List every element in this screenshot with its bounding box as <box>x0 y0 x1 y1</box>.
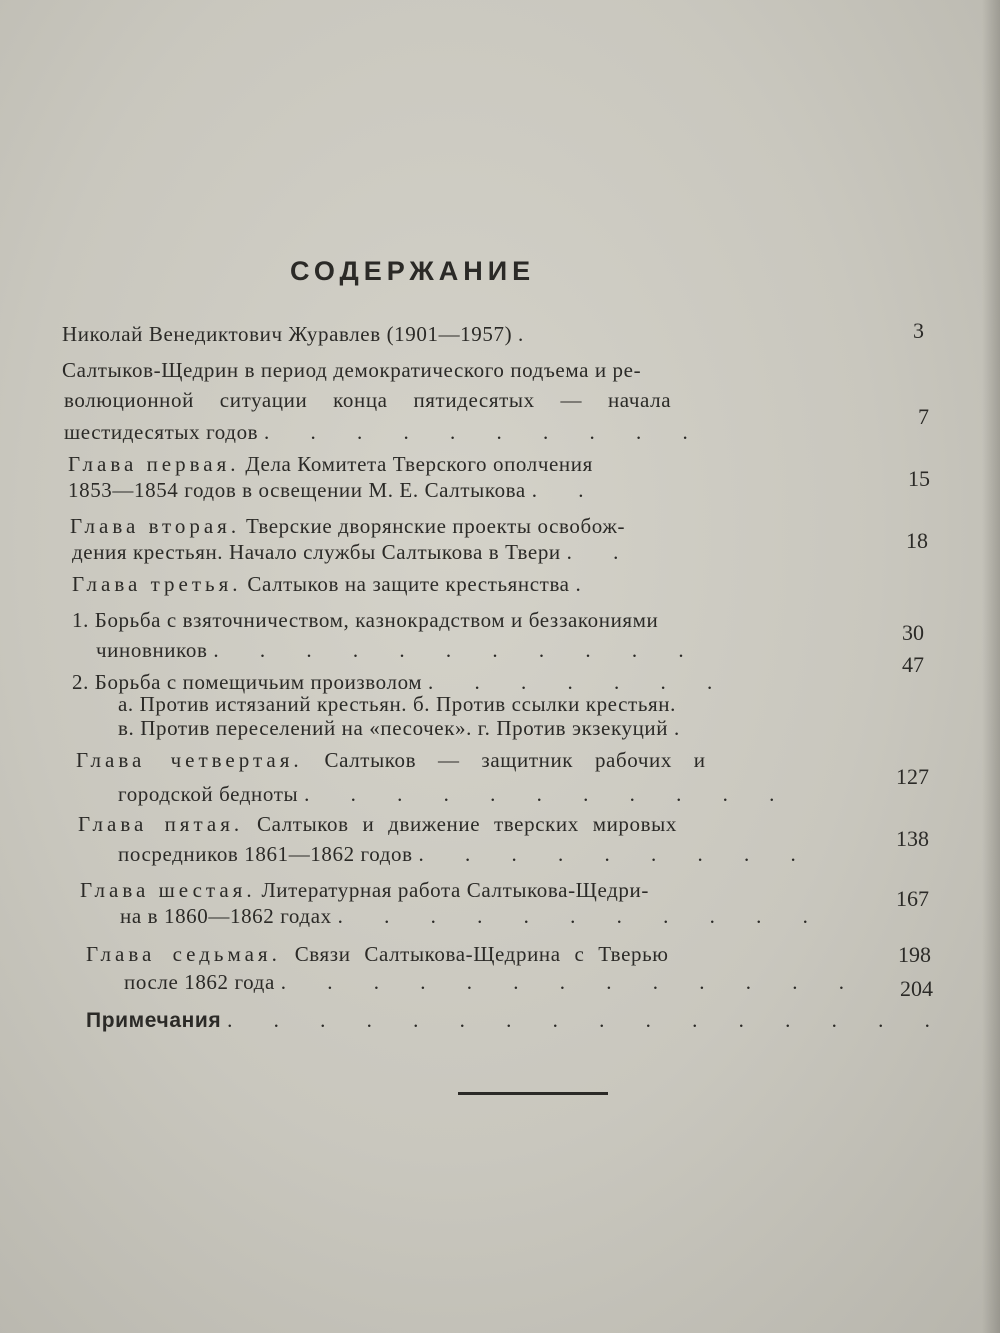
toc-entry-line: Примечания . . . . . . . . . . . . . . . . <box>86 1008 948 1032</box>
toc-entry-line: а. Против истязаний крестьян. б. Против ссылки крестьян. <box>118 692 676 716</box>
toc-entry-line: Глава шестая. Литературная работа Салтыкова-Щедри- <box>80 878 649 902</box>
toc-entry-line: чиновников . . . . . . . . . . . <box>96 638 702 662</box>
toc-page-number: 127 <box>896 764 929 789</box>
toc-entry-line: 1853—1854 годов в освещении М. Е. Салтыкова . . <box>68 478 602 502</box>
toc-page-number: 138 <box>896 826 929 851</box>
toc-entry-line: Глава пятая. Салтыков и движение тверских мировых <box>78 812 677 836</box>
toc-entry-line: Николай Венедиктович Журавлев (1901—1957) . <box>62 322 524 346</box>
toc-page-number: 15 <box>908 466 930 491</box>
toc-entry-line: Салтыков-Щедрин в период демократического подъема и ре- <box>62 358 642 382</box>
toc-entry-line: на в 1860—1862 годах . . . . . . . . . . . <box>120 904 826 928</box>
page-title: СОДЕРЖАНИЕ <box>290 256 536 286</box>
toc-entry-line: посредников 1861—1862 годов . . . . . . . . . <box>118 842 814 866</box>
toc-page-number: 30 <box>902 620 924 645</box>
toc-entry-line: дения крестьян. Начало службы Салтыкова в Твери . . <box>72 540 637 564</box>
toc-entry-line: Глава вторая. Тверские дворянские проекты освобож- <box>70 514 626 538</box>
toc-entry-line: Глава третья. Салтыков на защите крестьянства . <box>72 572 599 596</box>
toc-entry-line: Глава седьмая. Связи Салтыкова-Щедрина с Тверью <box>86 942 669 966</box>
toc-entry-line: 2. Борьба с помещичьим произволом . . . . . . . <box>72 670 731 694</box>
toc-entry-line: 1. Борьба с взяточничеством, казнокрадством и беззакониями <box>72 608 659 632</box>
toc-page-number: 47 <box>902 652 924 677</box>
toc-entry-line: в. Против переселений на «песочек». г. Против экзекуций . <box>118 716 698 740</box>
toc-entry-line: волюционной ситуации конца пятидесятых — начала <box>64 388 672 412</box>
toc-entry-line: после 1862 года . . . . . . . . . . . . . <box>124 970 862 994</box>
toc-entry-line: Глава четвертая. Салтыков — защитник рабочих и <box>76 748 706 772</box>
toc-page-number: 7 <box>918 404 929 429</box>
toc-entry-line: Глава первая. Дела Комитета Тверского ополчения <box>68 452 593 476</box>
toc-page-number: 198 <box>898 942 931 967</box>
end-rule <box>458 1092 608 1095</box>
toc-page-number: 18 <box>906 528 928 553</box>
toc-entry-line: городской бедноты . . . . . . . . . . . <box>118 782 793 806</box>
toc-page-number: 3 <box>913 318 924 343</box>
toc-entry-line: шестидесятых годов . . . . . . . . . . <box>64 420 706 444</box>
toc-page-number: 167 <box>896 886 929 911</box>
toc-page-number: 204 <box>900 976 933 1001</box>
